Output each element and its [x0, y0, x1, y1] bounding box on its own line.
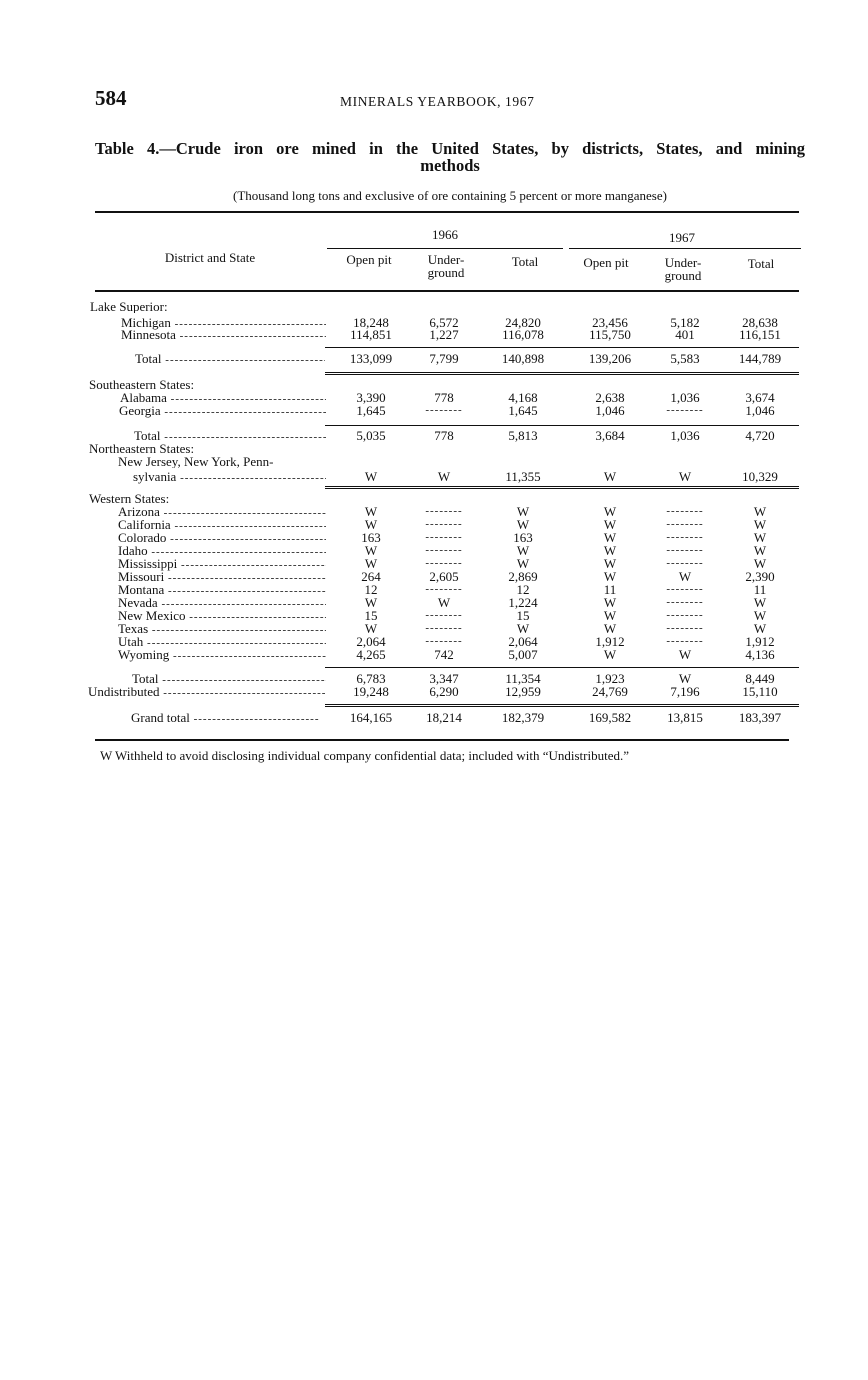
- row-cell: 24,769: [592, 684, 628, 699]
- table-footnote: W Withheld to avoid disclosing individual company confidential data; included with “Undistributed.”: [100, 748, 630, 763]
- row-cell: W: [516, 504, 530, 519]
- row-cell: 139,206: [588, 351, 632, 366]
- row-cell: W: [753, 543, 767, 558]
- row-cell: 115,750: [589, 327, 631, 342]
- row-cell: 1,645: [356, 403, 386, 418]
- row-cell: 1,046: [595, 403, 625, 418]
- row-cell: --------: [425, 505, 463, 517]
- lake-superior-subtotal-rule: [325, 347, 799, 348]
- row-cell: W: [678, 647, 692, 662]
- row-label: Undistributed -----: [88, 685, 326, 700]
- row-cell: --------: [666, 596, 704, 608]
- row-cell: --------: [425, 609, 463, 621]
- row-cell: 169,582: [588, 710, 632, 725]
- row-cell: 1,227: [429, 327, 459, 342]
- row-cell: W: [678, 469, 692, 484]
- row-cell: 2,390: [745, 569, 775, 584]
- year-1967-rule: [569, 248, 801, 249]
- row-cell: 2,064: [356, 634, 386, 649]
- row-cell: W: [603, 469, 617, 484]
- row-cell: 5,007: [508, 647, 538, 662]
- section-northeastern: Northeastern States:: [89, 442, 195, 455]
- northeastern-total-rule: [325, 486, 799, 489]
- row-cell: 4,720: [745, 428, 775, 443]
- row-label: Grand total -----: [131, 711, 319, 726]
- row-cell: 1,046: [745, 403, 775, 418]
- grand-total-rule: [325, 704, 799, 707]
- row-label: New Jersey, New York, Penn-: [118, 455, 274, 468]
- row-cell: 6,572: [429, 315, 459, 330]
- row-cell: 6,290: [429, 684, 459, 699]
- row-cell: 4,168: [508, 390, 538, 405]
- row-cell: 2,638: [595, 390, 625, 405]
- row-cell: --------: [666, 583, 704, 595]
- row-cell: W: [753, 530, 767, 545]
- row-cell: --------: [425, 404, 463, 416]
- row-cell: 5,182: [670, 315, 700, 330]
- lake-superior-total-rule: [325, 372, 799, 375]
- row-label: sylvania -----: [133, 470, 326, 485]
- row-cell: W: [603, 543, 617, 558]
- row-cell: 3,684: [595, 428, 625, 443]
- row-cell: --------: [666, 544, 704, 556]
- row-cell: 3,390: [356, 390, 386, 405]
- row-label: Idaho -----: [118, 544, 326, 559]
- row-cell: W: [603, 595, 617, 610]
- row-cell: 12,959: [505, 684, 541, 699]
- row-cell: 114,851: [350, 327, 392, 342]
- row-cell: --------: [425, 557, 463, 569]
- row-label: Utah -----: [118, 635, 326, 650]
- header-bottom-rule: [95, 290, 799, 292]
- row-label: Wyoming -----: [118, 648, 326, 663]
- row-cell: W: [516, 543, 530, 558]
- row-cell: --------: [425, 518, 463, 530]
- row-cell: W: [678, 569, 692, 584]
- row-cell: 778: [434, 390, 454, 405]
- col-1967-total: Total: [747, 256, 775, 271]
- row-cell: 15: [516, 608, 530, 623]
- section-southeastern: Southeastern States:: [89, 378, 195, 391]
- row-label: Mississippi -----: [118, 557, 326, 572]
- row-cell: W: [364, 517, 378, 532]
- row-cell: 13,815: [667, 710, 703, 725]
- row-label: California -----: [118, 518, 326, 533]
- table-title-line-1: Table 4.—Crude iron ore mined in the United States, by districts, States, and mining: [95, 139, 805, 158]
- row-label: Missouri -----: [118, 570, 326, 585]
- row-cell: 3,347: [429, 671, 459, 686]
- row-cell: --------: [666, 531, 704, 543]
- row-cell: W: [753, 504, 767, 519]
- row-cell: 4,265: [356, 647, 386, 662]
- row-cell: 18,214: [426, 710, 462, 725]
- row-cell: 19,248: [353, 684, 389, 699]
- col-1967-underground: Under- ground: [664, 255, 702, 283]
- row-label: Arizona -----: [118, 505, 326, 520]
- row-cell: W: [753, 556, 767, 571]
- row-cell: 11: [753, 582, 767, 597]
- row-cell: 5,035: [356, 428, 386, 443]
- row-cell: 2,869: [508, 569, 538, 584]
- row-cell: 140,898: [501, 351, 545, 366]
- row-cell: 11,354: [505, 671, 541, 686]
- row-cell: W: [437, 595, 451, 610]
- row-cell: --------: [666, 622, 704, 634]
- row-cell: --------: [666, 518, 704, 530]
- row-cell: 183,397: [738, 710, 782, 725]
- col-1966-underground: Under- ground: [427, 252, 465, 280]
- row-cell: 164,165: [349, 710, 393, 725]
- row-cell: W: [364, 469, 378, 484]
- year-1967-header: 1967: [669, 230, 695, 245]
- row-cell: 264: [361, 569, 381, 584]
- table-subtitle: (Thousand long tons and exclusive of ore containing 5 percent or more manganese): [233, 188, 667, 203]
- row-label: Total -----: [134, 429, 326, 444]
- row-cell: W: [603, 556, 617, 571]
- row-cell: W: [603, 608, 617, 623]
- row-cell: W: [364, 504, 378, 519]
- table-title-line-2: methods: [420, 156, 480, 175]
- row-cell: 10,329: [742, 469, 778, 484]
- row-cell: 28,638: [742, 315, 778, 330]
- section-western: Western States:: [89, 492, 170, 505]
- row-cell: W: [364, 621, 378, 636]
- row-cell: 163: [361, 530, 381, 545]
- row-cell: 3,674: [745, 390, 775, 405]
- row-cell: W: [603, 621, 617, 636]
- row-cell: 2,605: [429, 569, 459, 584]
- row-cell: 1,645: [508, 403, 538, 418]
- row-cell: --------: [425, 531, 463, 543]
- row-cell: W: [603, 569, 617, 584]
- running-head: MINERALS YEARBOOK, 1967: [340, 94, 535, 109]
- row-cell: W: [516, 556, 530, 571]
- table-top-rule: [95, 211, 799, 213]
- row-cell: 15: [364, 608, 378, 623]
- row-label: Nevada -----: [118, 596, 326, 611]
- row-cell: W: [364, 595, 378, 610]
- row-cell: 778: [434, 428, 454, 443]
- row-label: Alabama -----: [120, 391, 326, 406]
- col-1967-open-pit: Open pit: [583, 255, 629, 270]
- row-cell: 6,783: [356, 671, 386, 686]
- row-cell: W: [516, 621, 530, 636]
- row-cell: 7,799: [429, 351, 459, 366]
- row-label: Colorado -----: [118, 531, 326, 546]
- row-cell: W: [364, 556, 378, 571]
- row-cell: 401: [675, 327, 695, 342]
- row-cell: W: [753, 608, 767, 623]
- row-cell: W: [437, 469, 451, 484]
- row-cell: 116,078: [502, 327, 544, 342]
- year-1966-header: 1966: [432, 227, 458, 242]
- row-label: Texas -----: [118, 622, 326, 637]
- row-cell: --------: [666, 557, 704, 569]
- row-cell: 144,789: [738, 351, 782, 366]
- row-cell: 11,355: [505, 469, 541, 484]
- row-cell: W: [753, 517, 767, 532]
- year-1966-rule: [327, 248, 563, 249]
- table-bottom-rule: [95, 739, 789, 741]
- row-cell: W: [603, 517, 617, 532]
- western-subtotal-rule: [325, 667, 799, 668]
- row-label: Total -----: [132, 672, 326, 687]
- row-cell: 163: [513, 530, 533, 545]
- row-label: Michigan -----: [121, 316, 326, 331]
- row-cell: 1,036: [670, 428, 700, 443]
- row-cell: 5,583: [670, 351, 700, 366]
- stub-header: District and State: [164, 250, 256, 265]
- row-cell: --------: [666, 635, 704, 647]
- row-cell: 1,912: [595, 634, 625, 649]
- row-cell: 15,110: [742, 684, 778, 699]
- row-cell: 8,449: [745, 671, 775, 686]
- row-cell: --------: [425, 635, 463, 647]
- row-cell: W: [516, 517, 530, 532]
- row-cell: --------: [425, 622, 463, 634]
- row-cell: 12: [364, 582, 378, 597]
- row-cell: 182,379: [501, 710, 545, 725]
- row-cell: 1,224: [508, 595, 538, 610]
- row-cell: W: [678, 671, 692, 686]
- page-number: 584: [95, 86, 127, 110]
- row-cell: 5,813: [508, 428, 538, 443]
- row-cell: --------: [425, 583, 463, 595]
- row-cell: 23,456: [592, 315, 628, 330]
- row-cell: 133,099: [349, 351, 393, 366]
- row-cell: 1,923: [595, 671, 625, 686]
- row-cell: 12: [516, 582, 530, 597]
- row-cell: 4,136: [745, 647, 775, 662]
- row-cell: W: [603, 647, 617, 662]
- row-cell: W: [753, 621, 767, 636]
- row-cell: 1,036: [670, 390, 700, 405]
- row-cell: 1,912: [745, 634, 775, 649]
- row-cell: --------: [425, 544, 463, 556]
- section-lake-superior: Lake Superior:: [90, 300, 168, 313]
- row-cell: 24,820: [505, 315, 541, 330]
- col-1966-total: Total: [511, 254, 539, 269]
- row-cell: 742: [434, 647, 454, 662]
- row-label: Minnesota -----: [121, 328, 326, 343]
- row-cell: W: [603, 530, 617, 545]
- row-cell: W: [364, 543, 378, 558]
- row-label: Georgia -----: [119, 404, 326, 419]
- southeastern-subtotal-rule: [325, 425, 799, 426]
- row-cell: W: [603, 504, 617, 519]
- table-title: [95, 140, 805, 174]
- row-cell: 7,196: [670, 684, 700, 699]
- row-cell: 18,248: [353, 315, 389, 330]
- row-cell: --------: [666, 505, 704, 517]
- col-1966-open-pit: Open pit: [346, 252, 392, 267]
- row-cell: 2,064: [508, 634, 538, 649]
- row-label: Total -----: [135, 352, 325, 367]
- row-cell: --------: [666, 609, 704, 621]
- row-cell: 11: [603, 582, 617, 597]
- row-label: Montana -----: [118, 583, 326, 598]
- row-cell: 116,151: [739, 327, 781, 342]
- row-label: New Mexico -----: [118, 609, 326, 624]
- row-cell: --------: [666, 404, 704, 416]
- row-cell: W: [753, 595, 767, 610]
